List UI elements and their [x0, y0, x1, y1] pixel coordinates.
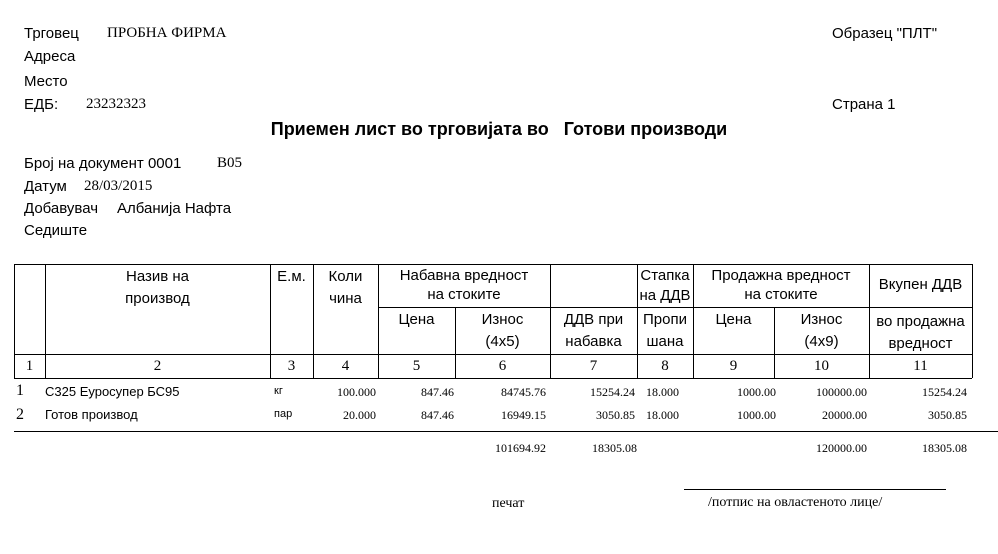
quantity: 20.000: [343, 408, 376, 422]
address-label: Адреса: [24, 48, 76, 65]
sale-amount: 20000.00: [822, 408, 867, 422]
product-name: С325 Еуросупер БС95: [45, 384, 180, 399]
place-label: Место: [24, 73, 68, 90]
total-vat-sum: 18305.08: [922, 441, 967, 455]
header-unit: Е.м.: [277, 268, 306, 285]
product-unit: кг: [274, 385, 283, 397]
sale-price: 1000.00: [737, 408, 776, 422]
supplier-value: Албанија Нафта: [117, 200, 232, 217]
quantity: 100.000: [337, 385, 376, 399]
purchase-price: 847.46: [421, 408, 454, 422]
column-number: 9: [729, 358, 738, 374]
page-number: Страна 1: [832, 96, 896, 113]
date-value: 28/03/2015: [84, 178, 153, 194]
stamp-label: печат: [492, 496, 525, 511]
purchase-amount: 84745.76: [501, 385, 546, 399]
row-number: 1: [16, 382, 24, 399]
column-number: 4: [341, 358, 350, 374]
header-purchase-price: Цена: [398, 311, 435, 328]
header-vat-rate: Стапка на ДДВ: [639, 267, 691, 304]
date-label: Датум: [24, 178, 67, 195]
total-vat: 3050.85: [928, 408, 967, 422]
header-name: Назив на производ: [125, 268, 190, 307]
signature-label: /потпис на овластеното лице/: [708, 495, 883, 510]
purchase-vat: 3050.85: [596, 408, 635, 422]
total-vat: 15254.24: [922, 385, 967, 399]
column-number: 10: [814, 358, 829, 374]
edb-value: 23232323: [86, 96, 146, 112]
purchase-price: 847.46: [421, 385, 454, 399]
form-label: Образец "ПЛТ": [832, 25, 938, 42]
supplier-label: Добавувач: [24, 200, 99, 217]
product-unit: пар: [274, 408, 293, 420]
purchase-amount: 16949.15: [501, 408, 546, 422]
total-purchase-amount: 101694.92: [495, 441, 546, 455]
column-number: 1: [25, 358, 34, 374]
purchase-vat: 15254.24: [590, 385, 635, 399]
vat-rate: 18.000: [646, 385, 679, 399]
trader-label: Трговец: [24, 25, 79, 42]
signature-line: [684, 489, 946, 490]
column-number: 8: [661, 358, 669, 374]
header-quantity: Коли чина: [328, 268, 363, 307]
document-number-label: Број на документ 0001: [24, 155, 182, 172]
header-sale-value: Продажна вредност на стоките: [711, 267, 851, 303]
sale-price: 1000.00: [737, 385, 776, 399]
column-number: 6: [498, 358, 507, 374]
column-number: 11: [913, 358, 928, 374]
row-number: 2: [16, 406, 24, 423]
header-total-vat: Вкупен ДДВ: [878, 276, 963, 293]
document-number-code: В05: [217, 155, 243, 171]
header-purchase-vat: ДДВ при набавка: [563, 311, 624, 350]
trader-name: ПРОБНА ФИРМА: [107, 25, 227, 41]
header-purchase-value: Набавна вредност на стоките: [399, 267, 529, 303]
header-sale-price: Цена: [715, 311, 752, 328]
column-number: 2: [153, 358, 162, 374]
total-sale-amount: 120000.00: [816, 441, 867, 455]
column-number: 3: [287, 358, 296, 374]
header-total-vat-sale: во продажна вредност: [876, 313, 965, 352]
vat-rate: 18.000: [646, 408, 679, 422]
product-name: Готов производ: [45, 407, 138, 422]
header-sale-amount: Износ (4x9): [800, 311, 843, 350]
edb-label: ЕДБ:: [24, 96, 59, 113]
column-number: 5: [412, 358, 421, 374]
total-purchase-vat: 18305.08: [592, 441, 637, 455]
seat-label: Седиште: [24, 222, 88, 239]
document-title: Приемен лист во трговијата во Готови производи: [270, 119, 728, 139]
header-purchase-amount: Износ (4x5): [481, 311, 524, 350]
sale-amount: 100000.00: [816, 385, 867, 399]
header-vat-rate-prescribed: Пропи шана: [643, 311, 687, 350]
column-number: 7: [589, 358, 598, 374]
